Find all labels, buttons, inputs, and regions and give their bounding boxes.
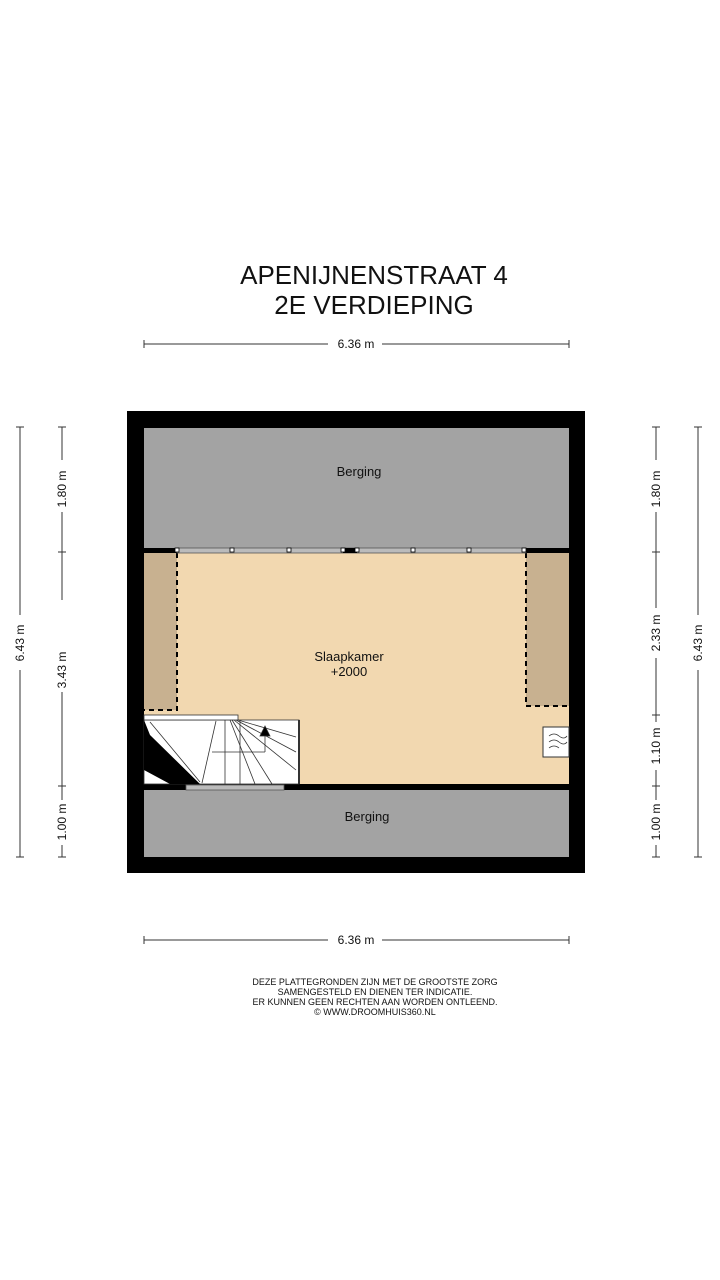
staircase <box>144 715 299 784</box>
dimension-left-seg: 3.43 m <box>55 651 69 689</box>
low-ceiling-right <box>526 553 569 706</box>
low-ceiling-left <box>144 553 177 710</box>
title-address: APENIJNENSTRAAT 4 <box>240 260 508 290</box>
title-floor: 2E VERDIEPING <box>274 290 474 320</box>
disclaimer-copyright: © WWW.DROOMHUIS360.NL <box>314 1007 436 1017</box>
dimension-left-seg: 1.00 m <box>55 803 69 841</box>
disclaimer-line: DEZE PLATTEGRONDEN ZIJN MET DE GROOTSTE ZORG <box>252 977 498 987</box>
room-label-berging-top: Berging <box>336 464 382 479</box>
dimension-right-seg: 1.10 m <box>649 727 663 765</box>
dimension-left-total: 6.43 m <box>13 624 27 662</box>
sink-icon <box>543 727 569 757</box>
dimension-left-seg: 1.80 m <box>55 470 69 508</box>
room-label-berging-bottom: Berging <box>344 809 390 824</box>
dimension-right-seg: 1.80 m <box>649 470 663 508</box>
disclaimer-line: ER KUNNEN GEEN RECHTEN AAN WORDEN ONTLEEND. <box>252 997 498 1007</box>
dimension-bottom-label: 6.36 m <box>337 933 375 947</box>
room-berging-top <box>144 428 569 548</box>
room-label-slaapkamer: Slaapkamer <box>314 649 384 664</box>
dimension-top-label: 6.36 m <box>337 337 375 351</box>
window-strip <box>175 548 526 553</box>
disclaimer-line: SAMENGESTELD EN DIENEN TER INDICATIE. <box>277 987 473 997</box>
room-label-slaapkamer-height: +2000 <box>330 664 368 679</box>
dimension-right-seg: 1.00 m <box>649 803 663 841</box>
dimension-right-total: 6.43 m <box>691 624 705 662</box>
dimension-right-seg: 2.33 m <box>649 614 663 652</box>
door-window-bottom <box>186 785 284 790</box>
